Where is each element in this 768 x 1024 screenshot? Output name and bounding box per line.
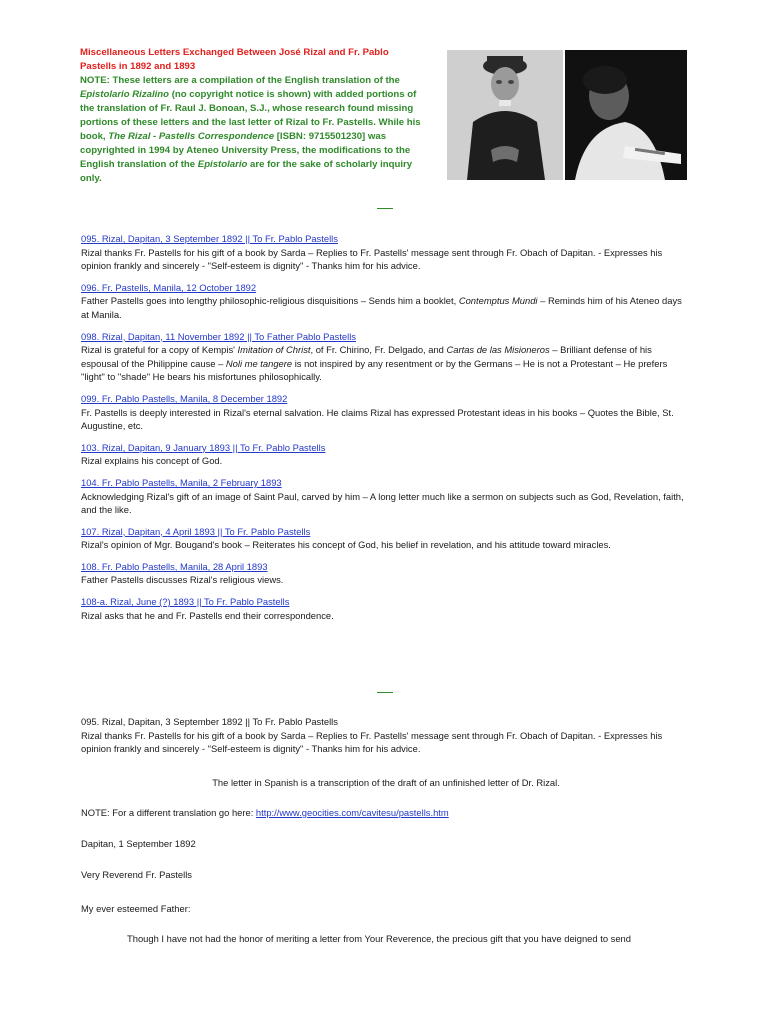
letter-summary: Rizal is grateful for a copy of Kempis' Imitation of Christ, of Fr. Chirino, Fr. Delgado, and Cartas de las Misioneros – Brilliant defense of his espousal of the Philippine cause – Noli me tangere is not inspired by any resentment or by the Germans – He is not a Protestant – He prefers "light" to "shade" He bears his misfortunes philosophically.: [81, 344, 668, 383]
letter-link[interactable]: 108. Fr. Pablo Pastells, Manila, 28 April 1893: [81, 560, 268, 572]
letter-summary: Rizal thanks Fr. Pastells for his gift of a book by Sarda – Replies to Fr. Pastells' message sent through Fr. Obach of Dapitan. - Expresses his opinion frankly and sincerely - "Self-esteem is dignity" - Thanks him for his advice.: [81, 246, 663, 272]
copyright-note: NOTE: These letters are a compilation of the English translation of the Epistolario Rizalino (no copyright notice is shown) with added portions of the translation of Fr. Raul J. Bonoan, S.J., whose research found missing portions of these letters and the last letter of Rizal to Fr. Pastells. While his book, The Rizal - Pastells Correspondence [ISBN: 9715501230] was copyrighted in 1994 by Ateneo University Press, the modifications to the English translation of the Epistolario are for the sake of scholarly inquiry only.: [80, 75, 421, 184]
letter-summary: Father Pastells discusses Rizal's religious views.: [81, 574, 284, 586]
letter-first-line: Though I have not had the honor of meriting a letter from Your Reverence, the precious gift that you have deigned to send: [127, 933, 631, 944]
letter-salutation: Very Reverend Fr. Pastells: [81, 869, 192, 880]
letter-link[interactable]: 104. Fr. Pablo Pastells, Manila, 2 February 1893: [81, 476, 282, 488]
letter-link[interactable]: 096. Fr. Pastells, Manila, 12 October 1892: [81, 281, 257, 293]
document-title: Miscellaneous Letters Exchanged Between José Rizal and Fr. Pablo Pastells in 1892 and 1893: [80, 47, 389, 72]
letter-summary: Rizal thanks Fr. Pastells for his gift of a book by Sarda – Replies to Fr. Pastells' message sent through Fr. Obach of Dapitan. - Expresses his opinion frankly and sincerely - "Self-esteem is dignity" - Thanks him for his advice.: [81, 729, 663, 755]
list-item: [81, 525, 691, 552]
letter-summary: Rizal asks that he and Fr. Pastells end their correspondence.: [81, 609, 334, 621]
list-item: [81, 232, 691, 273]
list-item: [81, 392, 691, 433]
translation-note: [81, 806, 691, 820]
section-separator: [377, 208, 393, 209]
spanish-note: The letter in Spanish is a transcription of the draft of an unfinished letter of Dr. Rizal.: [212, 777, 560, 788]
photo-group: [447, 50, 687, 180]
letter-link[interactable]: 099. Fr. Pablo Pastells, Manila, 8 December 1892: [81, 392, 288, 404]
list-item: [81, 281, 691, 322]
list-item: [81, 560, 691, 587]
letter-greeting: My ever esteemed Father:: [81, 903, 191, 914]
letter-link[interactable]: 108-a. Rizal, June (?) 1893 || To Fr. Pablo Pastells: [81, 596, 290, 608]
list-item: [81, 595, 691, 622]
list-item: [81, 330, 691, 384]
letter-link[interactable]: 103. Rizal, Dapitan, 9 January 1893 || To Fr. Pablo Pastells: [81, 441, 326, 453]
letter-summary: Acknowledging Rizal's gift of an image of Saint Paul, carved by him – A long letter much like a sermon on subjects such as God, Revelation, faith, and the like.: [81, 490, 684, 516]
rizal-writing-image: [565, 50, 687, 180]
translation-note-label: NOTE: For a different translation go here:: [81, 807, 256, 818]
letter-summary: Fr. Pastells is deeply interested in Rizal's eternal salvation. He claims Rizal has expressed Protestant ideas in his books – Quotes the Bible, St. Augustine, etc.: [81, 406, 674, 432]
list-item: [81, 476, 691, 517]
section-separator: [377, 692, 393, 693]
letter-summary: Father Pastells goes into lengthy philosophic-religious disquisitions – Sends him a booklet, Contemptus Mundi – Reminds him of his Ateneo days at Manila.: [81, 295, 682, 320]
letter-link[interactable]: 107. Rizal, Dapitan, 4 April 1893 || To Fr. Pablo Pastells: [81, 525, 311, 537]
letter-link[interactable]: 095. Rizal, Dapitan, 3 September 1892 || To Fr. Pablo Pastells: [81, 233, 338, 244]
letter-heading: 095. Rizal, Dapitan, 3 September 1892 || To Fr. Pablo Pastells: [81, 716, 338, 727]
priest-portrait-image: [447, 50, 563, 180]
translation-link[interactable]: http://www.geocities.com/cavitesu/pastells.htm: [255, 807, 449, 818]
list-item: [81, 441, 691, 468]
letter-heading-block: [81, 715, 691, 756]
letter-place-date: Dapitan, 1 September 1892: [81, 838, 196, 849]
letter-summary: Rizal explains his concept of God.: [81, 455, 223, 467]
letter-link[interactable]: 098. Rizal, Dapitan, 11 November 1892 || To Father Pablo Pastells: [81, 330, 356, 342]
letter-summary: Rizal's opinion of Mgr. Bougand's book – Reiterates his concept of God, his belief in revelation, and his attitude toward miracles.: [81, 539, 611, 551]
letters-index: [81, 232, 691, 630]
header-block: [80, 46, 425, 186]
